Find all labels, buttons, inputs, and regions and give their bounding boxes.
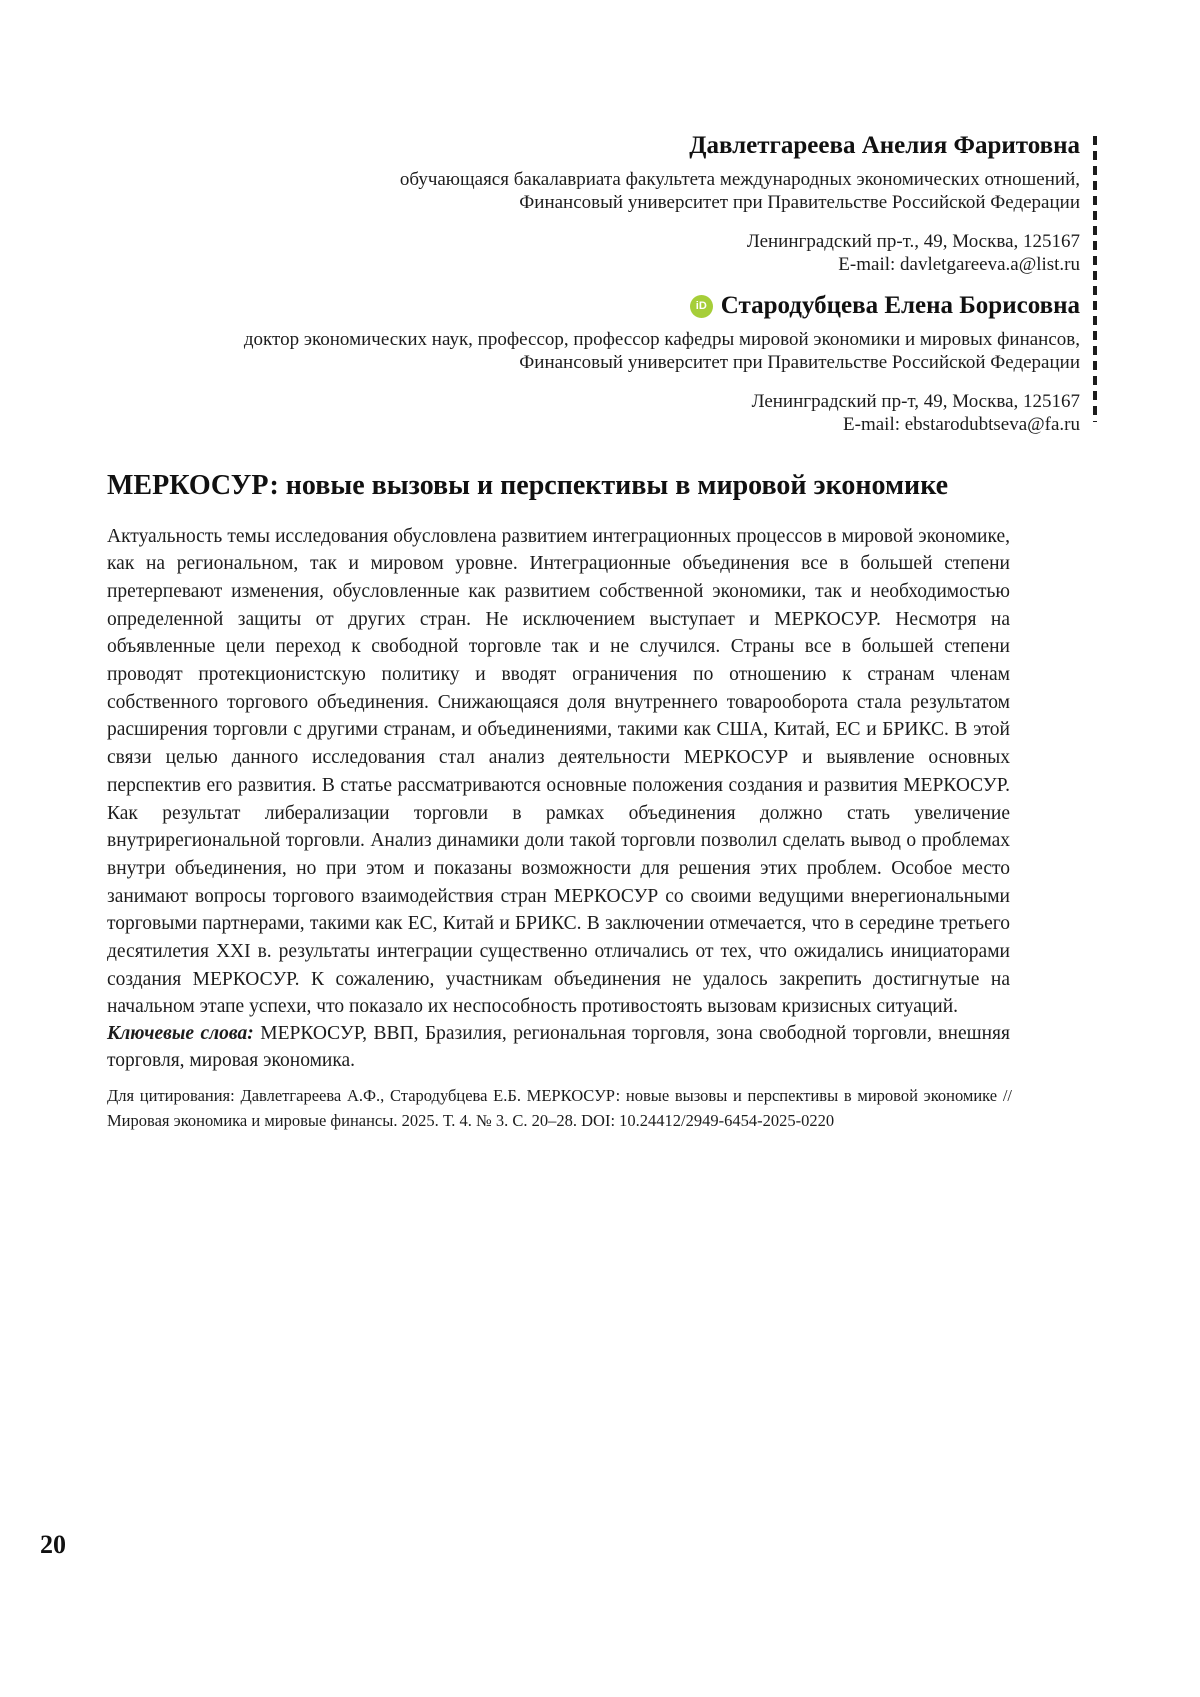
keywords-label: Ключевые слова: [107, 1022, 254, 1044]
author-1-contact [0, 230, 1080, 276]
author-1-email[interactable]: E-mail: davletgareeva.a@list.ru [838, 254, 1080, 275]
article-title: МЕРКОСУР: новые вызовы и перспективы в мировой экономике [107, 469, 949, 501]
keywords-paragraph [107, 1020, 1010, 1075]
authors-header [0, 130, 1080, 436]
author-block-1 [0, 130, 1080, 276]
author-2-name-row [0, 290, 1080, 322]
author-2-affiliation [0, 328, 1080, 374]
author-1-address: Ленинградский пр-т., 49, Москва, 125167 [746, 231, 1080, 252]
page-number: 20 [40, 1530, 66, 1559]
author-2-address: Ленинградский пр-т, 49, Москва, 125167 [751, 391, 1080, 412]
author-1-affiliation-line-2: Финансовый университет при Правительстве Российской Федерации [519, 192, 1080, 213]
author-2-contact [0, 390, 1080, 436]
margin-dashed-rule [1093, 136, 1097, 422]
author-2-email[interactable]: E-mail: ebstarodubtseva@fa.ru [843, 414, 1080, 435]
author-2-affiliation-line-2: Финансовый университет при Правительстве Российской Федерации [519, 352, 1080, 373]
orcid-icon[interactable]: iD [690, 295, 713, 318]
author-2-affiliation-line-1: доктор экономических наук, профессор, профессор кафедры мировой экономики и мировых финансов, [243, 329, 1080, 350]
abstract-paragraph: Актуальность темы исследования обусловлена развитием интеграционных процессов в мировой экономике, как на региональном, так и мировом уровне. Интеграционные объединения все в большей степени претерпевают изменения, обусловленные как развитием собственной экономики, так и необходимостью определенной защиты от других стран. Не исключением выступает и МЕРКОСУР. Несмотря на объявленные цели переход к свободной торговле так и не случился. Страны все в большей степени проводят протекционистскую политику и вводят ограничения по отношению к странам членам собственного торгового объединения. Снижающаяся доля внутреннего товарооборота стала результатом расширения торговли с другими странам, и объединениями, такими как США, Китай, ЕС и БРИКС. В этой связи целью данного исследования стал анализ деятельности МЕРКОСУР и выявление основных перспектив его развития. В статье рассматриваются основные положения создания и развития МЕРКОСУР. Как результат либерализации торговли в рамках объединения должно стать увеличение внутрирегиональной торговли. Анализ динамики доли такой торговли позволил сделать вывод о проблемах внутри объединения, но при этом и показаны возможности для решения этих проблем. Особое место занимают вопросы торгового взаимодействия стран МЕРКОСУР со своими ведущими внерегиональными торговыми партнерами, такими как ЕС, Китай и БРИКС. В заключении отмечается, что в середине третьего десятилетия XXI в. результаты интеграции существенно отличались от тех, что ожидались инициаторами создания МЕРКОСУР. К сожалению, участникам объединения не удалось закрепить достигнутые на начальном этапе успехи, что показало их неспособность противостоять вызовам кризисных ситуаций. [107, 525, 1010, 1018]
author-1-affiliation [0, 168, 1080, 214]
author-1-affiliation-line-1: обучающаяся бакалавриата факультета международных экономических отношений, [399, 169, 1080, 190]
author-1-name: Давлетгареева Анелия Фаритовна [689, 132, 1080, 159]
author-2-name: Стародубцева Елена Борисовна [720, 292, 1080, 319]
keywords-text: МЕРКОСУР, ВВП, Бразилия, региональная торговля, зона свободной торговли, внешняя торговля, мировая экономика. [107, 1022, 1010, 1072]
author-block-2 [0, 290, 1080, 436]
citation-paragraph: Для цитирования: Давлетгареева А.Ф., Стародубцева Е.Б. МЕРКОСУР: новые вызовы и перспективы в мировой экономике // Мировая экономика и мировые финансы. 2025. Т. 4. № 3. С. 20–28. DOI: 10.24412/2949-6454-2025-0220 [107, 1085, 1012, 1130]
